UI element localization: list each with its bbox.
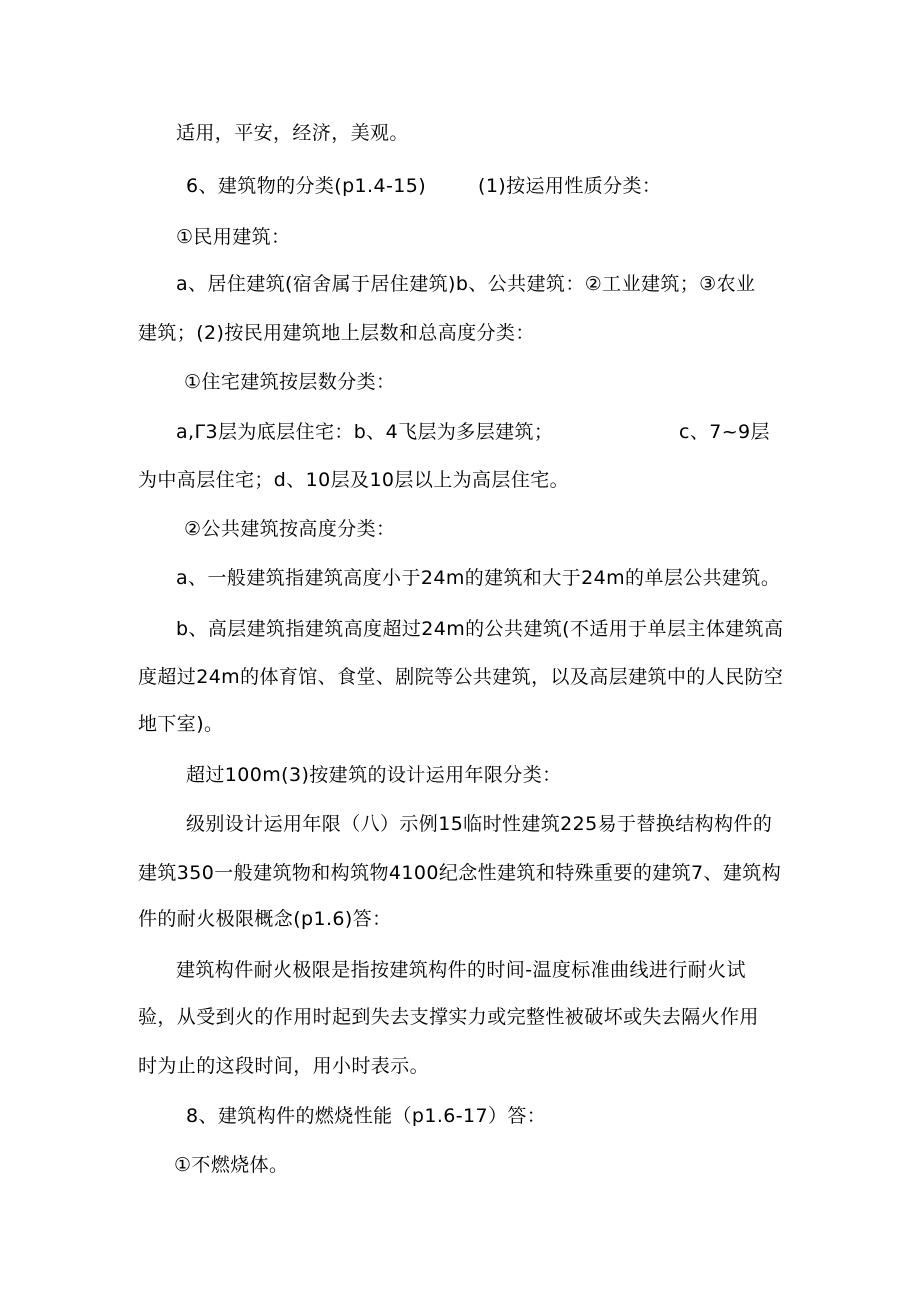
text-line: ①不燃烧体。 [174,1154,289,1176]
text-line: 验，从受到火的作用时起到失去支撑实力或完整性被破坏或失去隔火作用 [138,1006,759,1028]
text-line: c、7~9层 [679,421,770,443]
text-line: 为中高层住宅；d、10层及10层以上为高层住宅。 [138,469,570,491]
text-line: (1)按运用性质分类： [478,175,662,197]
text-line: 建筑构件耐火极限是指按建筑构件的时间-温度标准曲线进行耐火试 [176,959,746,981]
text-line: 地下室)。 [138,713,224,735]
text-line: ①住宅建筑按层数分类： [184,371,396,393]
text-line: 超过100m(3)按建筑的设计运用年限分类： [186,764,562,786]
text-line: 度超过24m的体育馆、食堂、剧院等公共建筑，以及高层建筑中的人民防空 [138,666,784,688]
text-line: a、一般建筑指建筑高度小于24m的建筑和大于24m的单层公共建筑。 [176,567,781,589]
text-line: ①民用建筑： [176,226,291,248]
section-heading: 8、建筑构件的燃烧性能（p1.6-17）答： [186,1105,547,1127]
text-line: a,Γ3层为底层住宅：b、4飞层为多层建筑； [176,421,554,443]
text-line: 适用，平安，经济，美观。 [176,122,409,144]
section-heading: 6、建筑物的分类(p1.4-15) [186,175,427,197]
text-line: 件的耐火极限概念(p1.6)答： [138,908,392,930]
text-line: ②公共建筑按高度分类： [184,518,396,540]
text-line: 级别设计运用年限（八）示例15临时性建筑225易于替换结构构件的 [186,813,773,835]
text-line: a、居住建筑(宿舍属于居住建筑)b、公共建筑：②工业建筑；③农业 [176,273,756,295]
text-line: 建筑；(2)按民用建筑地上层数和总高度分类： [138,322,535,344]
text-line: 建筑350一般建筑物和构筑物4100纪念性建筑和特殊重要的建筑7、建筑构 [138,862,782,884]
text-line: b、高层建筑指建筑高度超过24m的公共建筑(不适用于单层主体建筑高 [176,618,784,640]
text-line: 时为止的这段时间，用小时表示。 [138,1055,430,1077]
